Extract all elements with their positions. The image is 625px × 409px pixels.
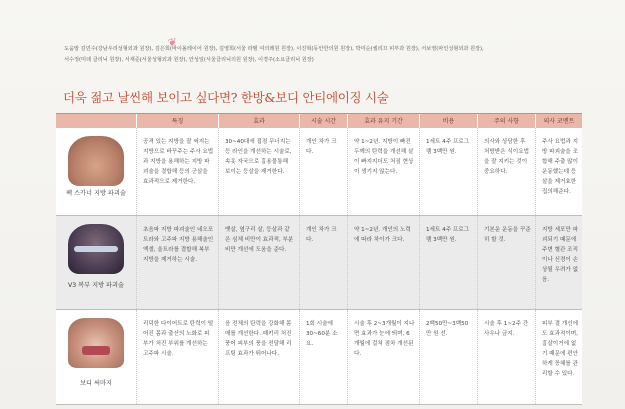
table-cell: 개인 차가 크다.: [299, 128, 347, 215]
table-cell: 초음파 지방 파괴술인 네오포트라와 고주파 지방 용해술인 엑셀, 울트라를 결합해 복부 지방을 제거하는 시술.: [136, 216, 218, 309]
header-cell: 효과: [218, 114, 299, 128]
procedure-name: 보디 써마지: [80, 380, 112, 387]
credits-text: 도움말 김민수(강남우리성형외과 원장), 김은희(바이올레이어 원장), 김영희(서울 라벨 여의레원 원장), 이진혁(동안한의원 원장), 박미순(셀리끄 피부과 원장), 서보영(파인성형외과 원장), 서수정(미데 클리닉 원장), 서재준(서울성형외과 원장), 안성일(서울클리닉의원 원장), 이경주(소요클리닉 원장): [64, 46, 484, 63]
table-cell: 기본운 운동을 꾸준히 할 것.: [477, 216, 535, 309]
procedure-cell: [56, 128, 136, 215]
header-cell: 특징: [136, 114, 218, 128]
table-cell: 주사 요법과 지방 파괴술을 조합해 주출 많이 운동했는데 등살을 제거효한 집의해준다.: [535, 128, 582, 215]
header-cell: 시술 시간: [299, 114, 347, 128]
table-row: [56, 216, 582, 310]
header-cell: 주의 사항: [477, 114, 535, 128]
table-cell: 1회 시술에 30~60분 소요.: [299, 310, 347, 404]
table-cell: 30~40대에 접점 무너지는 등 라인을 개선하는 시술로, 속옷 자국으로 흉용물통해 보이는 등살을 제거한다.: [218, 128, 299, 215]
table-cell: 뱃살, 옆구리 살, 등살과 같은 심체 비만이 효과적, 부분 비만 개선에 도움을 준다.: [218, 216, 299, 309]
table-cell: 개인 차가 크다.: [299, 216, 347, 309]
table-cell: 2백50만~3백50만 원 선.: [419, 310, 477, 404]
header-cell: 의사 코멘트: [535, 114, 582, 128]
procedure-name: V3 복부 지방 파괴술: [68, 282, 124, 289]
table-cell: 약 1~2년. 지방이 빠진 두께의 탄력을 개선해 살이 빠지지더도 처짐 현상이 생기지 않는다.: [347, 128, 419, 215]
table-cell: 1세트 4주 프로그램 3백만 원.: [419, 128, 477, 215]
comparison-table: [56, 113, 582, 405]
table-cell: 시술 후 1~2주 간 사우나 금지.: [477, 310, 535, 404]
table-cell: 리덕한 다이어트로 탄력이 떨어진 몸과 출산의 노화로 피부가 처진 부위를 개선하는 고주파 시술.: [136, 310, 218, 404]
table-cell: 피부 결 개선에도 효과적이며, 흉살이거에 없기 때문에 편안하게 꽁혜를 관리할 수 있다.: [535, 310, 582, 404]
procedure-cell: [56, 216, 136, 309]
back-body-photo: [68, 136, 124, 186]
table-row: [56, 310, 582, 405]
woman-photo: [68, 318, 124, 368]
table-cell: 1세트 4주 프로그램 3백만 원.: [419, 216, 477, 309]
article-title: 더욱 젊고 날씬해 보이고 싶다면? 한방&보디 안티에이징 시술: [63, 90, 389, 105]
header-cell: [56, 114, 136, 128]
procedure-cell: [56, 310, 136, 404]
procedure-name: 팩 스카너 지방 파괴술: [66, 190, 126, 197]
header-cell: 효과 유지 기간: [347, 114, 419, 128]
table-cell: 지방 세포만 파괴되기 때문에 주변 혈관 조직이나 신경이 손상될 우려가 없음.: [535, 216, 582, 309]
ribbon-bow-icon: ❦: [167, 35, 179, 50]
table-cell: 음 전체의 탄력을 강화해 몸매를 개선한다. 패키리 처진풍어 피부의 풍을 전달해 리프팅 효과가 뛰어나다.: [218, 310, 299, 404]
table-header: [56, 113, 582, 128]
table-cell: 의사와 상담한 후 처방받은 식이요법을 잘 지키는 것이 중요하다.: [477, 128, 535, 215]
table-cell: 약 1~2년. 개인의 노력에 따라 차이가 크다.: [347, 216, 419, 309]
table-cell: 시술 후 2~3개월이 지나면 효과가 눈에 띄며, 6개월에 걸쳐 점차 개선된다.: [347, 310, 419, 404]
table-cell: 공격 있는 지방을 잘 써지는 지방으로 바꾸주는 주사 요법과 지방을 용해하는 지방 파괴술을 결합해 등의 군살을 효과적으로 제거한다.: [136, 128, 218, 215]
header-cell: 비용: [419, 114, 477, 128]
abdomen-photo: [68, 224, 124, 274]
table-row: [56, 128, 582, 216]
